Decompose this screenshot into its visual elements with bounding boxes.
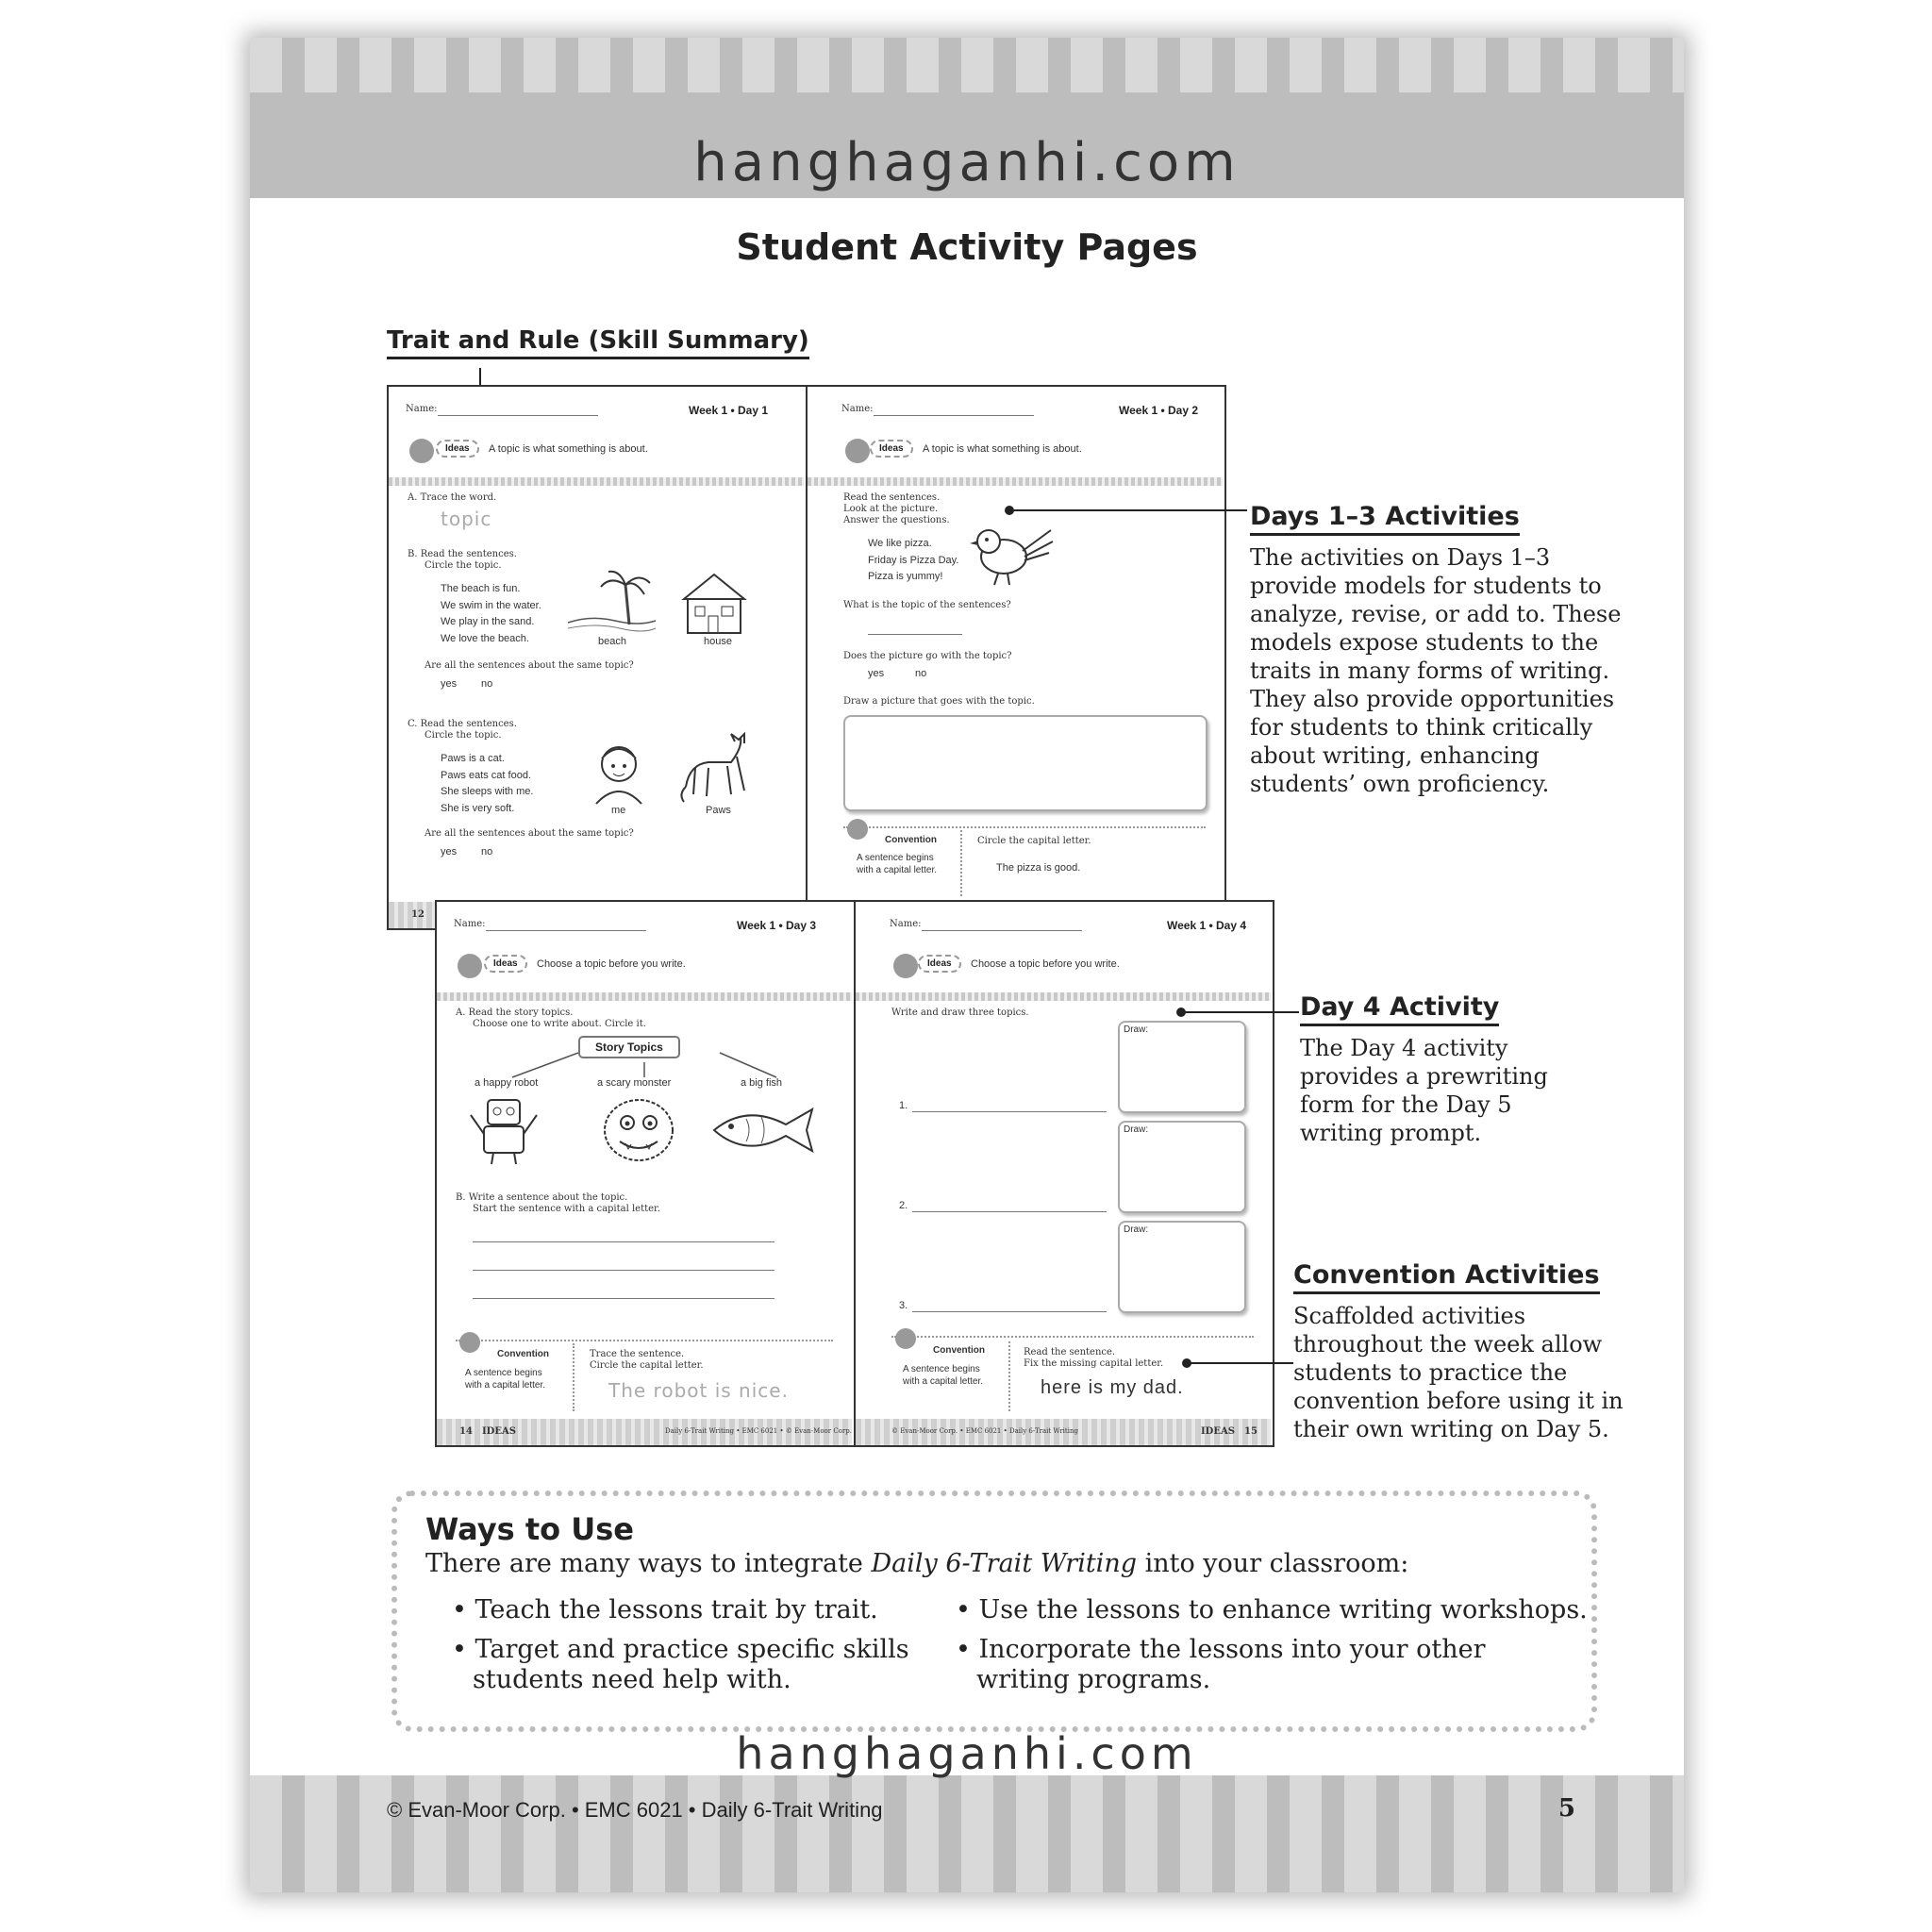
trait-rule-text: Choose a topic before you write. (537, 958, 686, 970)
fish-illustration (708, 1102, 818, 1160)
divider-stripe (856, 992, 1271, 1001)
answer-no: no (915, 668, 927, 679)
draw-box-3 (1118, 1221, 1246, 1313)
convention-instruction: Fix the missing capital letter. (1024, 1358, 1164, 1369)
answer-yes: yes (441, 846, 458, 858)
instruction: Answer the questions. (843, 515, 950, 525)
week-day-label: Week 1 • Day 3 (737, 919, 817, 932)
sentence: She sleeps with me. (441, 786, 534, 797)
answer-line (868, 634, 962, 635)
trait-ball-icon (845, 439, 870, 463)
text-line: about writing, enhancing (1250, 742, 1540, 769)
topic-line (912, 1311, 1107, 1312)
worksheet-day-3 (437, 902, 852, 1445)
convention-heading: Convention Activities (1293, 1260, 1600, 1294)
convention-ball-icon (459, 1332, 480, 1353)
worksheet-footer (437, 1419, 852, 1445)
text-line: traits in many forms of writing. (1250, 658, 1610, 684)
convention-sentence: here is my dad. (1041, 1377, 1184, 1398)
topic-line (912, 1211, 1107, 1212)
picture-label-beach: beach (598, 636, 626, 647)
convention-separator (1008, 1341, 1010, 1411)
footer-stripes (250, 1775, 1684, 1892)
trait-rule-heading: Trait and Rule (Skill Summary) (387, 326, 809, 359)
ways-to-use-box (391, 1491, 1597, 1732)
beach-illustration (563, 566, 658, 637)
convention-ball-icon (895, 1328, 916, 1349)
ways-intro-book-title: Daily 6-Trait Writing (871, 1549, 1137, 1578)
convention-rule: with a capital letter. (465, 1380, 546, 1391)
text-line: The activities on Days 1–3 (1250, 544, 1551, 571)
draw-box-1 (1118, 1021, 1246, 1113)
sentence: Friday is Pizza Day. (868, 555, 959, 566)
answer-yes: yes (441, 678, 458, 690)
section-a-instruction: A. Read the story topics. (456, 1008, 574, 1018)
worksheet-page-number: 14 (459, 1426, 473, 1437)
answer-no: no (481, 678, 493, 690)
topic-line (912, 1111, 1107, 1112)
worksheet-spread-days-3-4 (435, 900, 1274, 1447)
header-stripes (250, 38, 1684, 92)
trace-word: topic (441, 508, 492, 530)
convention-instruction: Trace the sentence. (590, 1349, 685, 1359)
draw-label: Draw: (1124, 1124, 1149, 1135)
section-c-instruction-2: Circle the topic. (425, 730, 502, 741)
sentence: The beach is fun. (441, 583, 521, 594)
convention-rule: A sentence begins (857, 853, 934, 863)
convention-rule: A sentence begins (465, 1368, 542, 1378)
ways-intro (425, 1549, 1408, 1578)
ways-bullet: • Use the lessons to enhance writing workshops. (956, 1595, 1588, 1624)
name-line (486, 930, 646, 931)
question: What is the topic of the sentences? (843, 600, 1011, 610)
topic-number: 2. (899, 1200, 908, 1211)
section-a-instruction-2: Choose one to write about. Circle it. (473, 1019, 646, 1029)
text-line: for students to think critically (1250, 714, 1593, 741)
ways-bullet: • Teach the lessons trait by trait. (452, 1595, 878, 1624)
section-b-instruction-2: Circle the topic. (425, 560, 502, 571)
ideas-badge: Ideas (918, 955, 961, 973)
trait-rule-text: A topic is what something is about. (489, 443, 648, 455)
worksheet-day-1 (389, 387, 804, 928)
divider-stripe (808, 477, 1223, 486)
convention-rule: with a capital letter. (857, 865, 938, 875)
week-day-label: Week 1 • Day 2 (1119, 404, 1199, 417)
convention-instruction: Read the sentence. (1024, 1347, 1116, 1357)
text-line: Scaffolded activities (1293, 1303, 1526, 1329)
sentence: Paws eats cat food. (441, 770, 531, 781)
worksheet-footer (856, 1419, 1271, 1445)
text-line: their own writing on Day 5. (1293, 1416, 1609, 1442)
text-line: students to practice the (1293, 1359, 1568, 1386)
week-day-label: Week 1 • Day 1 (689, 404, 769, 417)
trait-ball-icon (458, 954, 482, 978)
convention-instruction: Circle the capital letter. (977, 836, 1091, 846)
worksheet-trait: IDEAS (1201, 1426, 1235, 1437)
topic-option: a happy robot (475, 1077, 539, 1089)
ways-bullet-continued: writing programs. (976, 1665, 1211, 1694)
topic-option: a scary monster (597, 1077, 672, 1089)
sentence: Pizza is yummy! (868, 571, 943, 582)
convention-body (1293, 1302, 1624, 1443)
convention-divider (456, 1340, 833, 1341)
worksheet-trait: IDEAS (482, 1426, 516, 1437)
topic-option: a big fish (741, 1077, 783, 1089)
topic-number: 3. (899, 1300, 908, 1311)
worksheet-page-number: 12 (411, 909, 425, 920)
picture-label-me: me (611, 805, 626, 816)
convention-separator (960, 830, 962, 896)
text-line: They also provide opportunities (1250, 686, 1615, 712)
trait-rule-text: A topic is what something is about. (923, 443, 1082, 455)
ways-intro-text: There are many ways to integrate (425, 1549, 872, 1578)
drawing-box (843, 715, 1208, 811)
convention-divider (891, 1336, 1254, 1338)
sentence: We like pizza. (868, 538, 932, 549)
convention-trace-sentence: The robot is nice. (608, 1379, 789, 1402)
section-b-instruction: B. Write a sentence about the topic. (456, 1192, 628, 1203)
text-line: The Day 4 activity (1300, 1035, 1508, 1061)
convention-divider (843, 826, 1206, 828)
trait-rule-text: Choose a topic before you write. (971, 958, 1120, 970)
footer-credit: © Evan-Moor Corp. • EMC 6021 • Daily 6-Trait Writing (387, 1798, 883, 1822)
ways-bullet-continued: students need help with. (473, 1665, 791, 1694)
question: Are all the sentences about the same topic? (425, 660, 634, 671)
page-number: 5 (1557, 1794, 1575, 1823)
cat-illustration (676, 728, 761, 804)
day4-heading: Day 4 Activity (1300, 992, 1499, 1026)
draw-label: Draw: (1124, 1224, 1149, 1235)
section-b-instruction-2: Start the sentence with a capital letter. (473, 1204, 660, 1214)
watermark-bottom: hanghaganhi.com (736, 1728, 1198, 1779)
answer-yes: yes (868, 668, 885, 679)
sentence: Paws is a cat. (441, 753, 505, 764)
convention-ball-icon (847, 819, 868, 840)
divider-stripe (389, 477, 804, 486)
page-title: Student Activity Pages (736, 226, 1198, 268)
days13-heading: Days 1–3 Activities (1250, 502, 1520, 536)
footer-band (250, 1775, 1684, 1892)
name-label: Name: (841, 404, 874, 414)
boy-illustration (587, 736, 653, 807)
ways-title: Ways to Use (425, 1511, 634, 1547)
ideas-badge: Ideas (484, 955, 527, 973)
convention-instruction: Circle the capital letter. (590, 1360, 704, 1371)
ways-bullet: • Incorporate the lessons into your other (956, 1635, 1486, 1664)
question: Draw a picture that goes with the topic. (843, 696, 1035, 707)
worksheet-page-number: 15 (1244, 1426, 1257, 1437)
section-c-instruction: C. Read the sentences. (408, 719, 517, 729)
text-line: analyze, revise, or add to. These (1250, 601, 1622, 627)
writing-line (473, 1298, 774, 1299)
robot-illustration (465, 1094, 546, 1166)
convention-pointer-line (1187, 1362, 1293, 1364)
convention-separator (573, 1343, 575, 1411)
trait-ball-icon (409, 439, 434, 463)
name-label: Name: (890, 919, 922, 929)
convention-badge: Convention (933, 1345, 985, 1356)
bird-illustration (966, 515, 1057, 591)
text-line: models expose students to the (1250, 629, 1599, 656)
name-line (874, 415, 1034, 416)
convention-badge: Convention (497, 1349, 549, 1359)
trait-ball-icon (893, 954, 918, 978)
days13-body (1250, 543, 1621, 798)
ways-intro-text-end: into your classroom: (1137, 1549, 1409, 1578)
sentence: We swim in the water. (441, 600, 541, 611)
name-label: Name: (454, 919, 486, 929)
week-day-label: Week 1 • Day 4 (1167, 919, 1247, 932)
name-line (438, 415, 598, 416)
text-line: convention before using it in (1293, 1388, 1624, 1414)
convention-sentence: The pizza is good. (996, 862, 1081, 874)
story-topics-title: Story Topics (578, 1036, 680, 1058)
section-a-instruction: A. Trace the word. (408, 492, 497, 503)
text-line: form for the Day 5 (1300, 1091, 1512, 1118)
monster-illustration (597, 1094, 682, 1166)
text-line: provide models for students to (1250, 573, 1602, 599)
question: Are all the sentences about the same topic? (425, 828, 634, 839)
topic-number: 1. (899, 1100, 908, 1111)
convention-rule: with a capital letter. (903, 1376, 984, 1387)
convention-rule: A sentence begins (903, 1364, 980, 1374)
ideas-badge: Ideas (870, 440, 913, 458)
divider-stripe (437, 992, 852, 1001)
instruction: Look at the picture. (843, 504, 939, 514)
instruction: Write and draw three topics. (891, 1008, 1029, 1018)
house-illustration (676, 571, 752, 637)
answer-no: no (481, 846, 493, 858)
day4-pointer-line (1181, 1011, 1299, 1013)
sentence: We love the beach. (441, 633, 529, 644)
watermark-top: hanghaganhi.com (693, 132, 1241, 193)
text-line: writing prompt. (1300, 1120, 1482, 1146)
question: Does the picture go with the topic? (843, 651, 1012, 661)
text-line: throughout the week allow (1293, 1331, 1603, 1357)
day4-body (1300, 1034, 1548, 1147)
days13-pointer-line (1009, 509, 1247, 511)
ideas-badge: Ideas (436, 440, 479, 458)
worksheet-spread-days-1-2 (387, 385, 1226, 930)
name-label: Name: (406, 404, 438, 414)
draw-box-2 (1118, 1121, 1246, 1213)
book-page (250, 38, 1684, 1892)
section-b-instruction: B. Read the sentences. (408, 549, 517, 559)
text-line: students’ own proficiency. (1250, 771, 1550, 797)
convention-badge: Convention (885, 835, 937, 845)
picture-label-house: house (704, 636, 732, 647)
text-line: provides a prewriting (1300, 1063, 1548, 1090)
instruction: Read the sentences. (843, 492, 941, 503)
sentence: She is very soft. (441, 803, 515, 814)
worksheet-credit: Daily 6-Trait Writing • EMC 6021 • © Evan-Moor Corp. (665, 1427, 852, 1435)
picture-label-paws: Paws (706, 805, 731, 816)
name-line (922, 930, 1082, 931)
sentence: We play in the sand. (441, 616, 535, 627)
writing-line (473, 1270, 774, 1271)
writing-line (473, 1241, 774, 1242)
ways-bullet: • Target and practice specific skills (452, 1635, 909, 1664)
worksheet-day-2 (806, 387, 1223, 928)
draw-label: Draw: (1124, 1024, 1149, 1035)
worksheet-credit: © Evan-Moor Corp. • EMC 6021 • Daily 6-Trait Writing (891, 1427, 1078, 1435)
